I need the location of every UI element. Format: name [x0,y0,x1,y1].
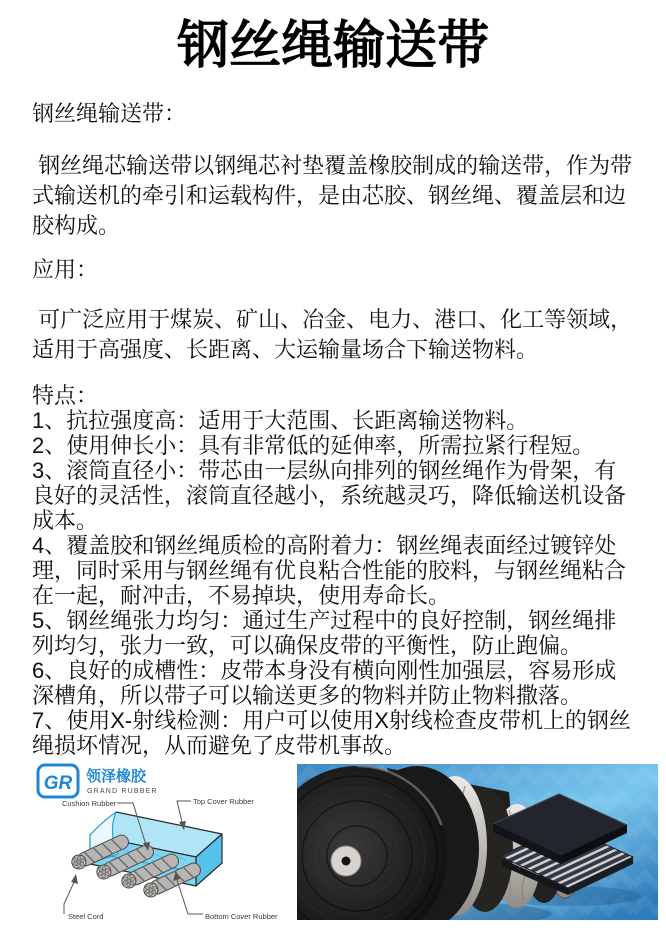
intro-paragraph: 钢丝绳芯输送带以钢绳芯衬垫覆盖橡胶制成的输送带，作为带式输送机的牵引和运载构件，是由芯胶、钢丝绳、覆盖层和边胶构成。 [32,153,633,238]
feature-item-4: 4、覆盖胶和钢丝绳质检的高附着力：钢丝绳表面经过镀锌处理，同时采用与钢丝绳有优良粘合性能的胶料，与钢丝绳粘合在一起，耐冲击，不易掉块，使用寿命长。 [32,533,627,608]
label-cushion-rubber: Cushion Rubber [62,799,117,808]
product-photo [297,764,658,925]
label-top-cover-rubber: Top Cover Rubber [193,797,254,806]
label-steel-cord: Steel Cord [68,912,104,921]
feature-item-1: 1、抗拉强度高：适用于大范围、长距离输送物料。 [32,408,529,433]
logo-english-text: GRAND RUBBER [87,788,158,795]
conveyor-belt-photo-illustration [297,764,658,920]
structure-diagram [30,762,293,930]
feature-item-7: 7、使用X-射线检测：用户可以使用X射线检查皮带机上的钢丝绳损坏情况，从而避免了皮带机事故。 [32,708,631,758]
logo-chinese-text: 领泽橡胶 [86,768,147,785]
feature-item-5: 5、钢丝绳张力均匀：通过生产过程中的良好控制，钢丝绳排列均匀，张力一致，可以确保皮带的平衡性，防止跑偏。 [32,608,617,658]
page-title: 钢丝绳输送带 [176,17,489,75]
article-body [0,99,666,758]
feature-item-6: 6、良好的成槽性：皮带本身没有横向刚性加强层，容易形成深槽角，所以带子可以输送更多的物料并防止物料撒落。 [32,658,617,708]
logo-monogram: GR [43,773,73,794]
features-section-label: 特点： [32,383,99,408]
feature-item-3: 3、滚筒直径小：带芯由一层纵向排列的钢丝绳作为骨架，有良好的灵活性，滚筒直径越小，系统越灵巧，降低输送机设备成本。 [32,458,627,533]
application-paragraph: 可广泛应用于煤炭、矿山、冶金、电力、港口、化工等领域，适用于高强度、长距离、大运输量场合下输送物料。 [32,307,633,362]
brand-logo [38,765,158,797]
feature-item-2: 2、使用伸长小：具有非常低的延伸率，所需拉紧行程短。 [32,433,595,458]
intro-section-label: 钢丝绳输送带： [32,101,187,126]
label-bottom-cover-rubber: Bottom Cover Rubber [205,912,278,921]
belt-structure-illustration [30,762,293,928]
application-section-label: 应用： [32,257,99,282]
